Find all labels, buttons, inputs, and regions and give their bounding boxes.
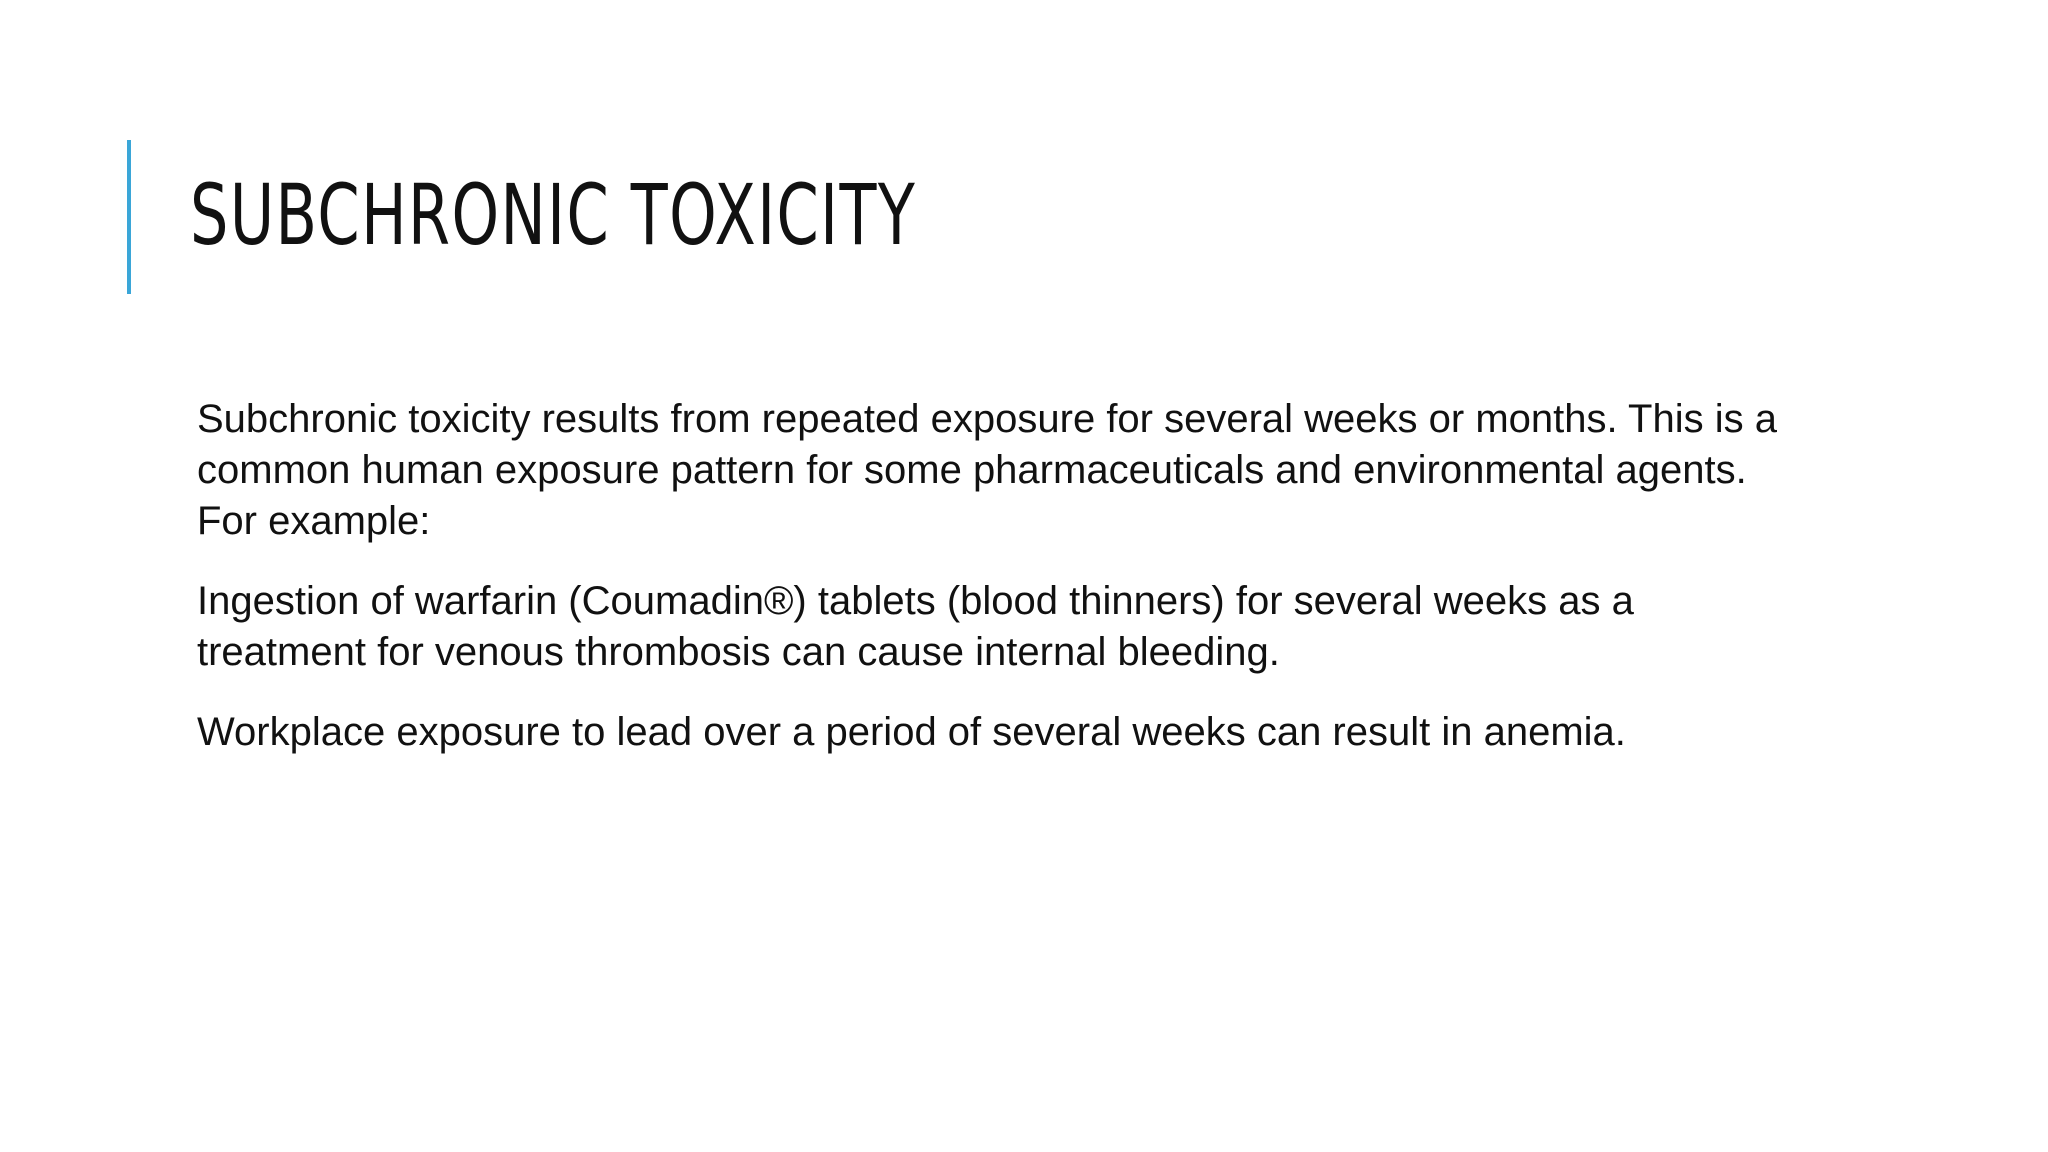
body-paragraph-lead: Workplace exposure to lead over a period of several weeks can result in anemia. xyxy=(197,710,1626,754)
title-accent-bar xyxy=(127,140,131,294)
slide-title: SUBCHRONIC TOXICITY xyxy=(190,166,917,264)
slide-body xyxy=(197,394,1797,787)
body-paragraph-intro: Subchronic toxicity results from repeated exposure for several weeks or months. This is a common human exposure pattern for some pharmaceuticals and environmental agents. For example: xyxy=(197,397,1777,543)
body-paragraph-warfarin: Ingestion of warfarin (Coumadin®) tablets (blood thinners) for several weeks as a treatment for venous thrombosis can cause internal bleeding. xyxy=(197,579,1634,674)
